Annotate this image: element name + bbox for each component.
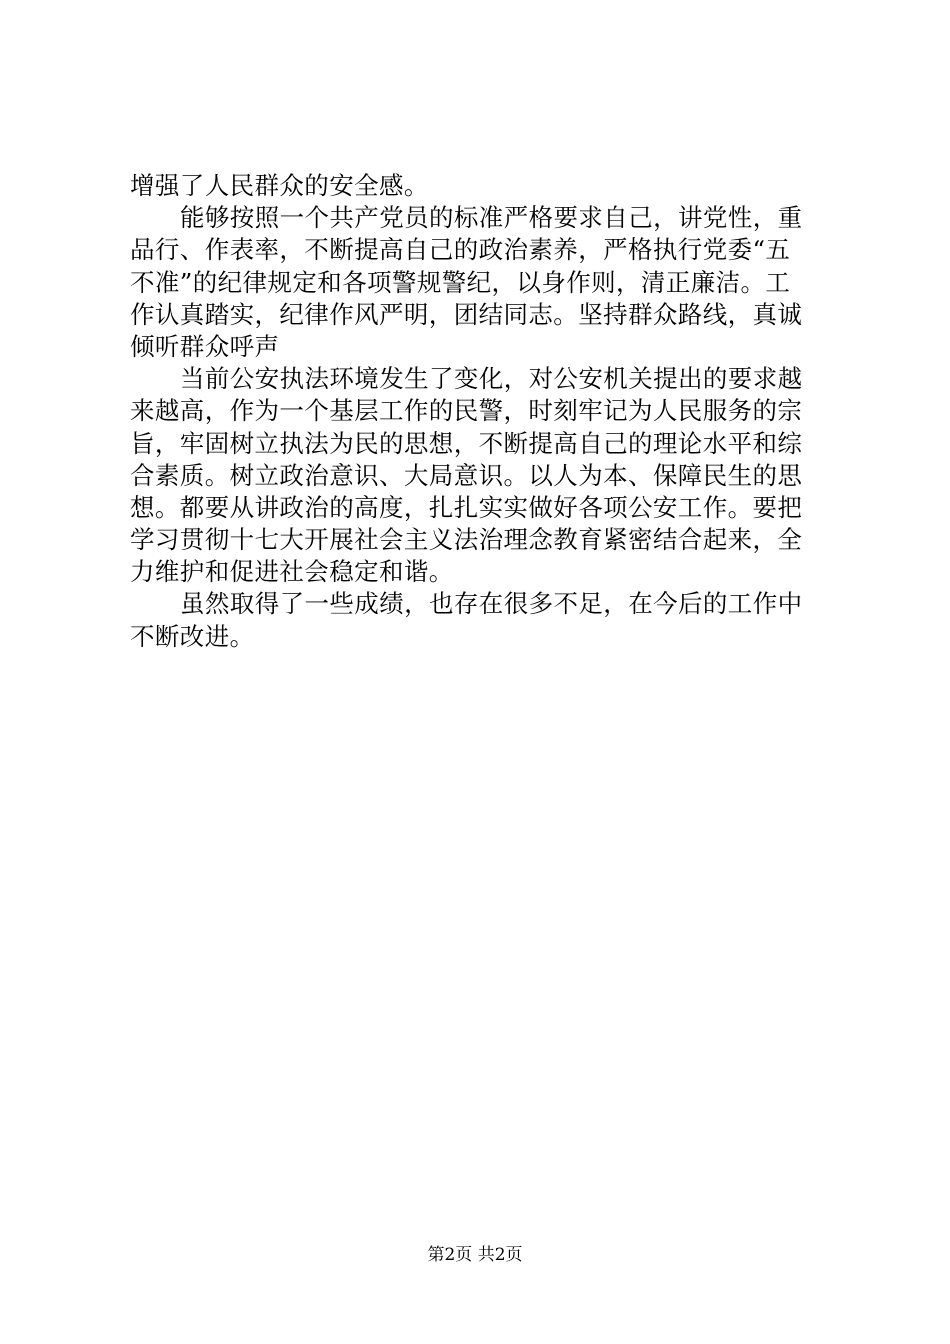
text-line: 合素质。树立政治意识、大局意识。以人为本、保障民生的思 [130, 460, 803, 490]
text-line: 不准”的纪律规定和各项警规警纪，以身作则，清正廉洁。工 [130, 267, 791, 297]
text-line: 旨，牢固树立执法为民的思想，不断提高自己的理论水平和综 [130, 428, 803, 458]
text-line: 增强了人民群众的安全感。 [130, 171, 429, 200]
text-line: 想。都要从讲政治的高度，扎扎实实做好各项公安工作。要把 [130, 492, 803, 522]
paragraph-start-line: 当前公安执法环境发生了变化，对公安机关提出的要求越 [180, 364, 803, 394]
text-line: 来越高，作为一个基层工作的民警，时刻牢记为人民服务的宗 [130, 396, 803, 426]
text-line: 力维护和促进社会稳定和谐。 [130, 557, 454, 587]
paragraph-start-line: 能够按照一个共产党员的标准严格要求自己，讲党性，重 [180, 203, 803, 233]
text-line: 不断改进。 [130, 621, 255, 651]
text-line: 作认真踏实，纪律作风严明，团结同志。坚持群众路线，真诚 [130, 299, 803, 329]
page-footer: 第2页 共2页 [427, 1245, 523, 1265]
document-body [130, 170, 842, 653]
text-line: 倾听群众呼声 [130, 331, 280, 361]
text-line: 学习贯彻十七大开展社会主义法治理念教育紧密结合起来，全 [130, 525, 803, 555]
text-line: 品行、作表率，不断提高自己的政治素养，严格执行党委“五 [130, 235, 791, 265]
paragraph-start-line: 虽然取得了一些成绩，也存在很多不足，在今后的工作中 [180, 589, 803, 619]
